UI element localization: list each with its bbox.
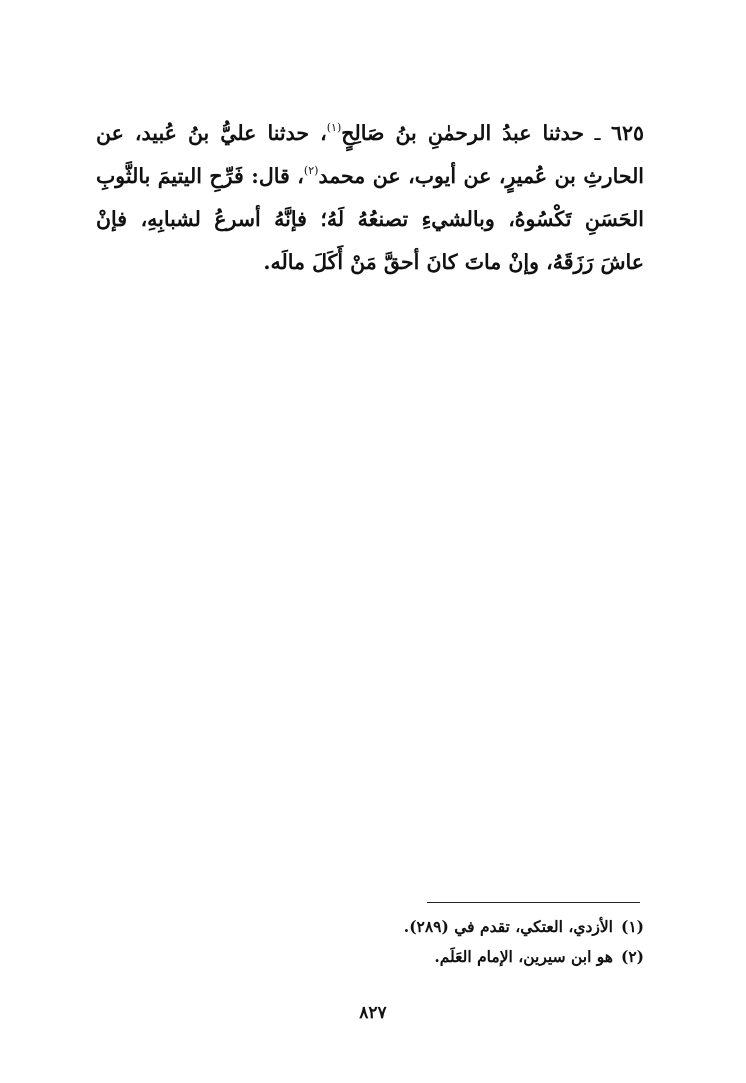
footnote-number: (٢) [620, 947, 644, 966]
page-number: ٨٢٧ [359, 1003, 387, 1023]
hadith-number: ٦٢٥ [610, 121, 645, 145]
hadith-text-part2: ، حدثنا عليُّ بنُ عُبيد، عن الحارثِ بن عُميرٍ، عن أيوب، عن محمد [96, 121, 645, 188]
footnotes-section [300, 912, 644, 972]
hadith-separator: ـ [584, 121, 611, 145]
footnote-divider [427, 902, 640, 903]
footnote-ref-1: (١) [326, 121, 342, 134]
hadith-text-part1: حدثنا عبدُ الرحمٰنِ بنُ صَالِحٍ [341, 121, 585, 145]
footnote-1 [300, 912, 644, 942]
footnote-text: الأزدي، العتكي، تقدم في (٢٨٩). [403, 917, 613, 936]
footnote-text: هو ابن سيرين، الإمام العَلَم. [434, 947, 613, 966]
footnote-ref-2: (٢) [303, 164, 319, 177]
hadith-text-part3: ، قال: فَرِّحِ اليتيمَ بالثَّوبِ الحَسَنِ تَكْسُوهُ، وبالشيءِ تصنعُهُ لَهُ؛ فإنَّهُ أسرعُ لشبابِهِ، فإنْ عاشَ رَزَقَهُ، وإنْ ماتَ كانَ أحقَّ مَنْ أَكَلَ مالَه. [96, 164, 644, 274]
footnote-2 [300, 942, 644, 972]
hadith-paragraph [96, 112, 644, 284]
footnote-number: (١) [620, 917, 644, 936]
